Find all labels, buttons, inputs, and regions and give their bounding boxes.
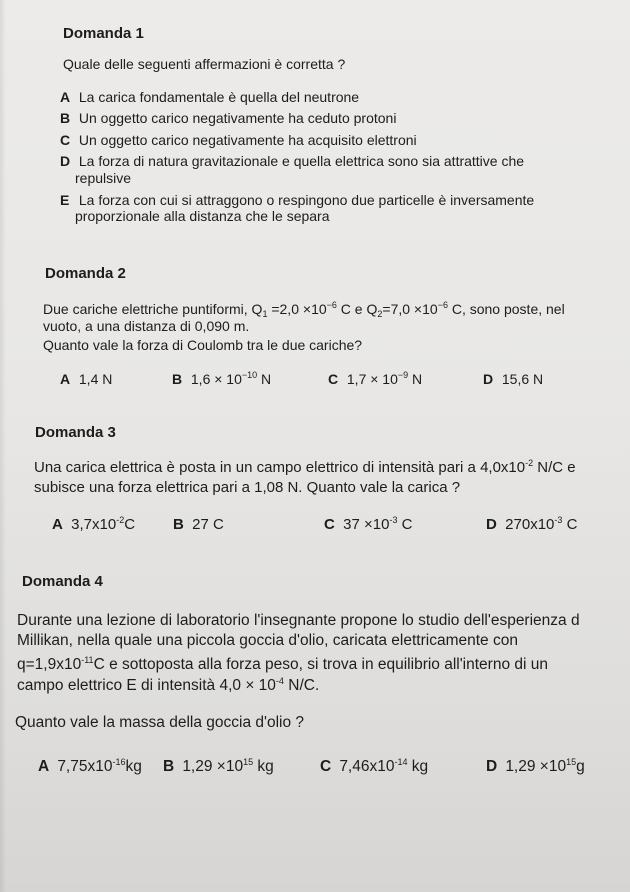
option-text: $270x10^{-3}$ C xyxy=(505,515,578,533)
q3-option-d[interactable] xyxy=(486,516,577,533)
option-letter: B xyxy=(60,110,71,126)
option-text: $7,75x10^{-16}kg$ xyxy=(57,757,142,775)
option-letter: D xyxy=(486,516,497,533)
q2-title: Domanda 2 xyxy=(45,265,126,282)
q4-option-b[interactable] xyxy=(163,758,274,776)
option-text: $1,7 \times 10^{-9}$ N xyxy=(346,370,423,387)
option-letter: D xyxy=(483,371,494,387)
option-letter: A xyxy=(52,516,63,533)
q1-option-c[interactable] xyxy=(60,132,417,148)
option-letter: C xyxy=(320,758,332,775)
option-letter: D xyxy=(60,153,71,169)
option-text: Un oggetto carico negativamente ha ceduto protoni xyxy=(78,110,397,126)
q4-line2: Millikan, nella quale una piccola goccia d'olio, caricata elettricamente con xyxy=(17,632,518,649)
option-letter: B xyxy=(173,516,184,533)
q3-title: Domanda 3 xyxy=(35,424,116,441)
q2-option-a[interactable] xyxy=(60,371,112,387)
option-text: La forza di natura gravitazionale e quella elettrica sono sia attrattive che xyxy=(78,153,525,169)
option-text: $7,46x10^{-14}$ kg xyxy=(339,757,429,775)
q3-option-a[interactable] xyxy=(52,516,135,533)
option-letter: C xyxy=(324,516,335,533)
option-letter: D xyxy=(486,758,498,775)
option-letter: A xyxy=(38,758,50,775)
q4-option-c[interactable] xyxy=(320,758,428,776)
option-text: $1,29 \times 10^{15}g$ xyxy=(505,757,585,775)
option-letter: C xyxy=(328,371,339,387)
option-letter: B xyxy=(163,758,175,775)
q2-option-c[interactable] xyxy=(328,371,422,387)
option-text: Un oggetto carico negativamente ha acquisito elettroni xyxy=(78,132,417,148)
option-text: La carica fondamentale è quella del neutrone xyxy=(78,89,360,105)
q4-line1: Durante una lezione di laboratorio l'insegnante propone lo studio dell'esperienza d xyxy=(17,612,580,629)
q2-line2: vuoto, a una distanza di 0,090 m. xyxy=(43,318,250,334)
option-letter: B xyxy=(172,371,183,387)
option-letter: E xyxy=(60,192,70,208)
option-text: $37 \times 10^{-3}$ C xyxy=(343,515,413,533)
option-letter: C xyxy=(60,132,71,148)
q4-line4: campo elettrico E di intensità $4,0 \times 10^{-4}$ N/C. xyxy=(17,676,320,694)
q2-option-d[interactable] xyxy=(483,371,543,387)
q3-line1: Una carica elettrica è posta in un campo elettrico di intensità pari a $4,0x10^{-2}$ N/C e xyxy=(34,458,576,476)
q1-option-e-line2: proporzionale alla distanza che le separa xyxy=(75,208,330,224)
option-letter: A xyxy=(60,89,71,105)
option-text: 1,4 N xyxy=(78,371,113,387)
q1-option-d[interactable] xyxy=(60,153,524,169)
q2-option-b[interactable] xyxy=(172,371,271,387)
q4-title: Domanda 4 xyxy=(22,573,103,590)
q3-option-c[interactable] xyxy=(324,516,412,533)
q1-option-b[interactable] xyxy=(60,110,396,126)
q1-question: Quale delle seguenti affermazioni è corretta ? xyxy=(63,56,346,72)
option-text: 15,6 N xyxy=(501,371,544,387)
q3-option-b[interactable] xyxy=(173,516,224,533)
q4-line3: $q=1,9x10^{-11}C$ e sottoposta alla forza peso, si trova in equilibrio all'interno di un xyxy=(17,655,548,673)
q4-option-d[interactable] xyxy=(486,758,585,776)
q4-option-a[interactable] xyxy=(38,758,142,776)
q1-title: Domanda 1 xyxy=(63,25,144,42)
q2-line3: Quanto vale la forza di Coulomb tra le due cariche? xyxy=(43,337,363,353)
option-text: 27 C xyxy=(192,516,224,533)
option-letter: A xyxy=(60,371,71,387)
q4-question: Quanto vale la massa della goccia d'olio ? xyxy=(15,714,305,731)
q1-option-d-line2: repulsive xyxy=(75,170,132,186)
q3-line2: subisce una forza elettrica pari a 1,08 N. Quanto vale la carica ? xyxy=(34,479,461,496)
option-text: $1,29 \times 10^{15}$ kg xyxy=(182,757,274,775)
page-shadow-edge xyxy=(0,0,6,892)
option-text: $1,6 \times 10^{-10}$ N xyxy=(190,370,272,387)
option-text: $3,7x10^{-2}C$ xyxy=(71,515,136,533)
option-text: La forza con cui si attraggono o respingono due particelle è inversamente xyxy=(78,192,535,208)
q1-option-e[interactable] xyxy=(60,192,534,208)
q1-option-a[interactable] xyxy=(60,89,359,105)
q2-line1: Due cariche elettriche puntiformi, $Q_1 =2,0 \times 10^{-6}$ C e $Q_2=7,0 \times 10^{-6}$ C, sono poste, nel xyxy=(43,300,565,319)
